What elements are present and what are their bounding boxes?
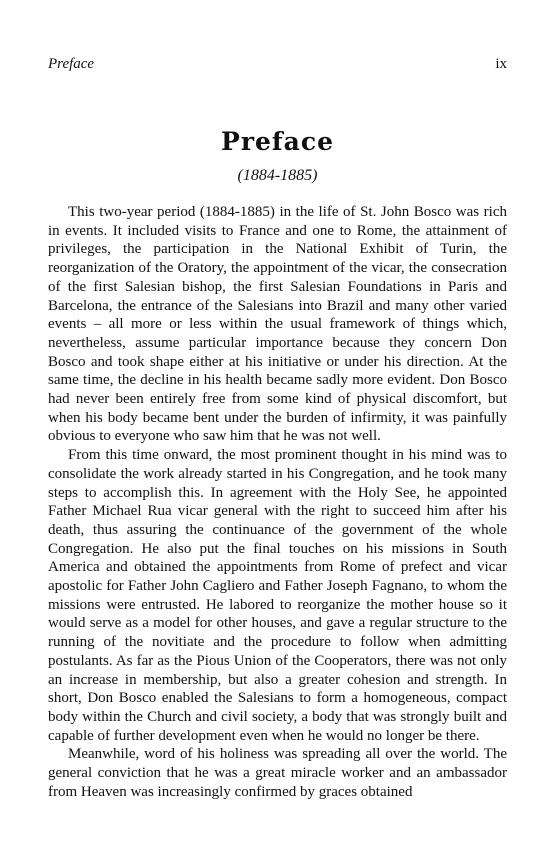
paragraph: This two-year period (1884-1885) in the life of St. John Bosco was rich in events. It included visits to France and one to Rome, the attainment of privileges, the participation in the National Exhibit of Turin, the reorganization of the Oratory, the appointment of the vicar, the consecration of the first Salesian bishop, the first Salesian Foundations in Paris and Barcelona, the entrance of the Salesians into Brazil and many other varied events – all more or less within the usual framework of things which, nevertheless, assume particular importance because they concern Don Bosco and took shape either at his initiative or under his direction. At the same time, the decline in his health became sadly more evident. Don Bosco had never been entirely free from some kind of physical discomfort, but when his body became bent under the burden of infirmity, it was painfully obvious to everyone who saw him that he was not well. (48, 204, 507, 445)
running-head-section: Preface (48, 56, 95, 72)
body-text (48, 203, 507, 802)
paragraph: From this time onward, the most prominent thought in his mind was to consolidate the work already started in his Congregation, and he took many steps to accomplish this. In agreement with the Holy See, he appointed Father Michael Rua vicar general with the right to succeed him after his death, thus assuring the continuance of the government of the whole Congregation. He also put the final touches on his missions in South America and obtained the appointments from Rome of prefect and vicar apostolic for Father John Cagliero and Father Joseph Fagnano, to whom the missions were entrusted. He labored to reorganize the mother house so it would serve as a model for other houses, and gave a regular structure to the running of the novitiate and the procedure to follow when admitting postulants. As far as the Pious Union of the Cooperators, there was not only an increase in membership, but also a greater cohesion and strength. In short, Don Bosco enabled the Salesians to form a homogeneous, compact body within the Church and civil society, a body that was strongly built and capable of further development even when he would no longer be there. (48, 447, 507, 744)
paragraph: Meanwhile, word of his holiness was spreading all over the world. The general conviction that he was a great miracle worker and an ambassador from Heaven was increasingly confirmed by graces obtained (48, 746, 507, 800)
page-number: ix (495, 56, 507, 72)
chapter-title: Preface (221, 127, 334, 156)
chapter-subtitle: (1884-1885) (237, 167, 318, 184)
running-head (48, 54, 507, 74)
